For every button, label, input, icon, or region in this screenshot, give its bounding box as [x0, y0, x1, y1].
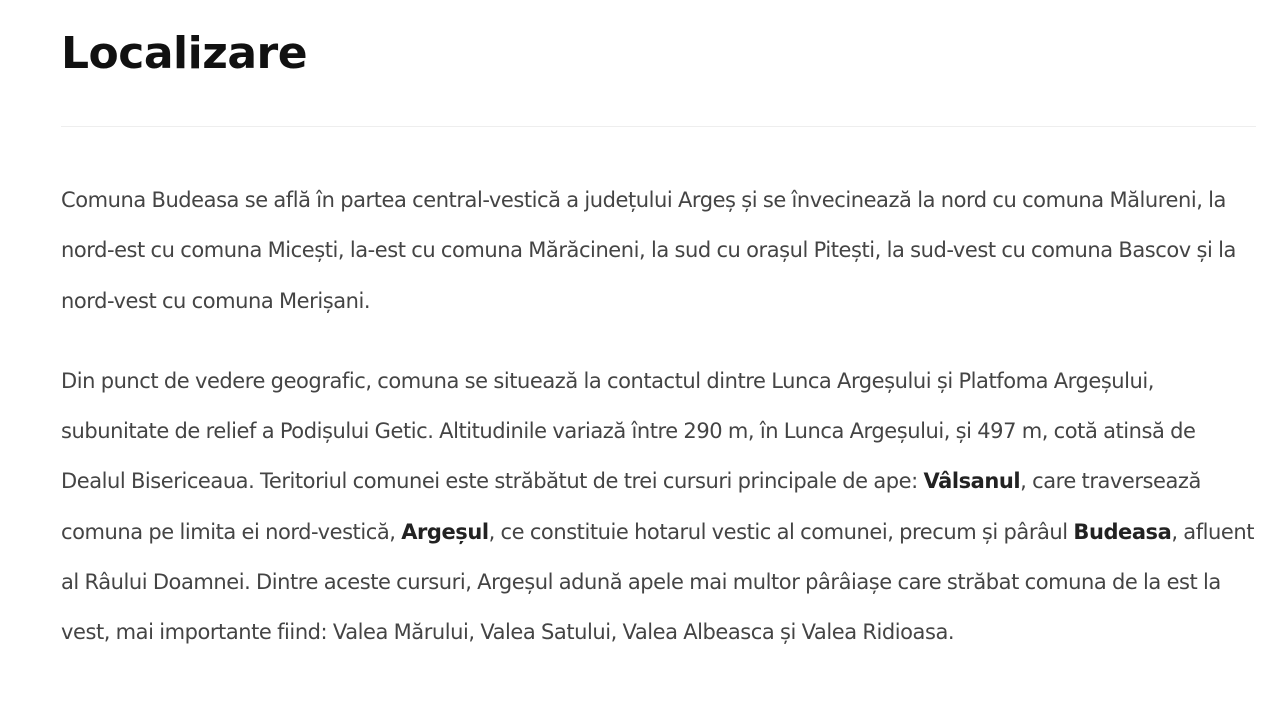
geography-text-part-3: , ce constituie hotarul vestic al comunei, precum și pârâul: [488, 519, 1074, 544]
section-divider: [61, 126, 1256, 127]
river-valsanul: Vâlsanul: [923, 469, 1021, 494]
paragraph-location: Comuna Budeasa se află în partea central-vestică a județului Argeș și se învecinează la nord cu comuna Mălureni, la nord-est cu comuna Micești, la-est cu comuna Mărăcineni, la sud cu orașul Pitești, la sud-vest cu comuna Bascov și la nord-vest cu comuna Merișani.: [61, 188, 1236, 313]
geography-text-part-2: , care traversează comuna pe limita ei nord-vestică,: [61, 469, 1201, 544]
section-title: Localizare: [61, 28, 308, 79]
geography-text-part-4: , afluent al Râului Doamnei. Dintre aceste cursuri, Argeșul adună apele mai multor pârâiașe care străbat comuna de la est la vest, mai importante fiind: Valea Mărului, Valea Satului, Valea Albeasca și Valea Ridioasa.: [61, 519, 1255, 645]
paragraph-geography: [61, 356, 1261, 658]
river-budeasa: Budeasa: [1073, 519, 1172, 544]
river-argesul: Argeșul: [401, 519, 489, 544]
geography-text-part-1: Din punct de vedere geografic, comuna se situează la contactul dintre Lunca Argeșului și Platfoma Argeșului, subunitate de relief a Podișului Getic. Altitudinile variază între 290 m, în Lunca Argeșului, și 497 m, cotă atinsă de Dealul Bisericeaua. Teritoriul comunei este străbătut de trei cursuri principale de ape:: [61, 368, 1196, 494]
